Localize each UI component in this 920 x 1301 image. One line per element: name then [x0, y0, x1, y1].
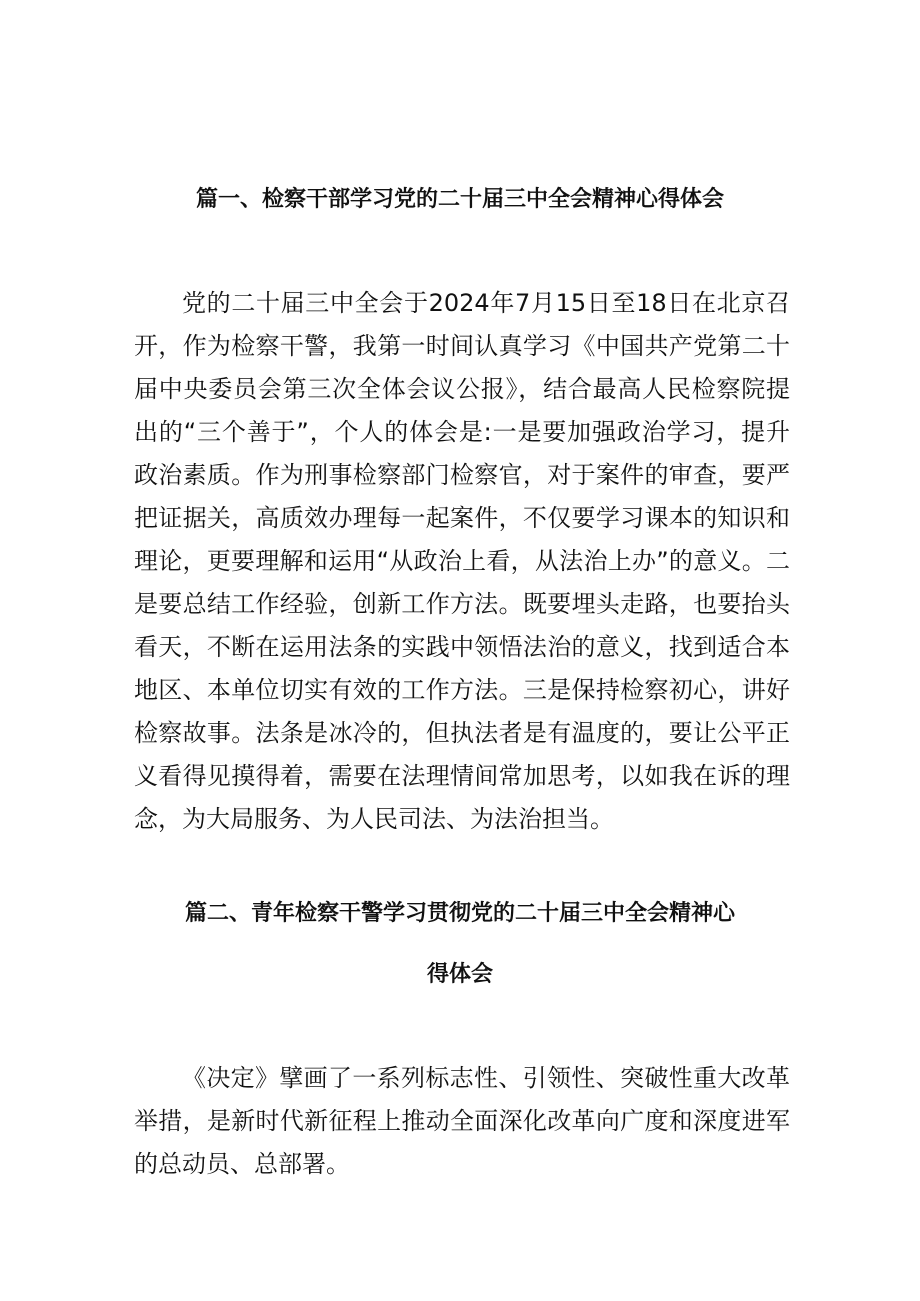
section1-body: 党的二十届三中全会于2024年7月15日至18日在北京召开，作为检察干警，我第一时间认真学习《中国共产党第二十届中央委员会第三次全体会议公报》，结合最高人民检察院提出的“三个善于”，个人的体会是:一是要加强政治学习，提升政治素质。作为刑事检察部门检察官，对于案件的审查，要严把证据关，高质效办理每一起案件，不仅要学习课本的知识和理论，更要理解和运用“从政治上看，从法治上办”的意义。二是要总结工作经验，创新工作方法。既要埋头走路，也要抬头看天，不断在运用法条的实践中领悟法治的意义，找到适合本地区、本单位切实有效的工作方法。三是保持检察初心，讲好检察故事。法条是冰冷的，但执法者是有温度的，要让公平正义看得见摸得着，需要在法理情间常加思考，以如我在诉的理念，为大局服务、为人民司法、为法治担当。	[134, 289, 790, 833]
section1-title: 篇一、检察干部学习党的二十届三中全会精神心得体会	[195, 187, 724, 212]
section2-title-line1: 篇二、青年检察干警学习贯彻党的二十届三中全会精神心	[184, 901, 735, 926]
section2-body: 《决定》擘画了一系列标志性、引领性、突破性重大改革举措，是新时代新征程上推动全面深化改革向广度和深度进军的总动员、总部署。	[134, 1064, 790, 1178]
section2-title-line2: 得体会	[426, 962, 493, 987]
